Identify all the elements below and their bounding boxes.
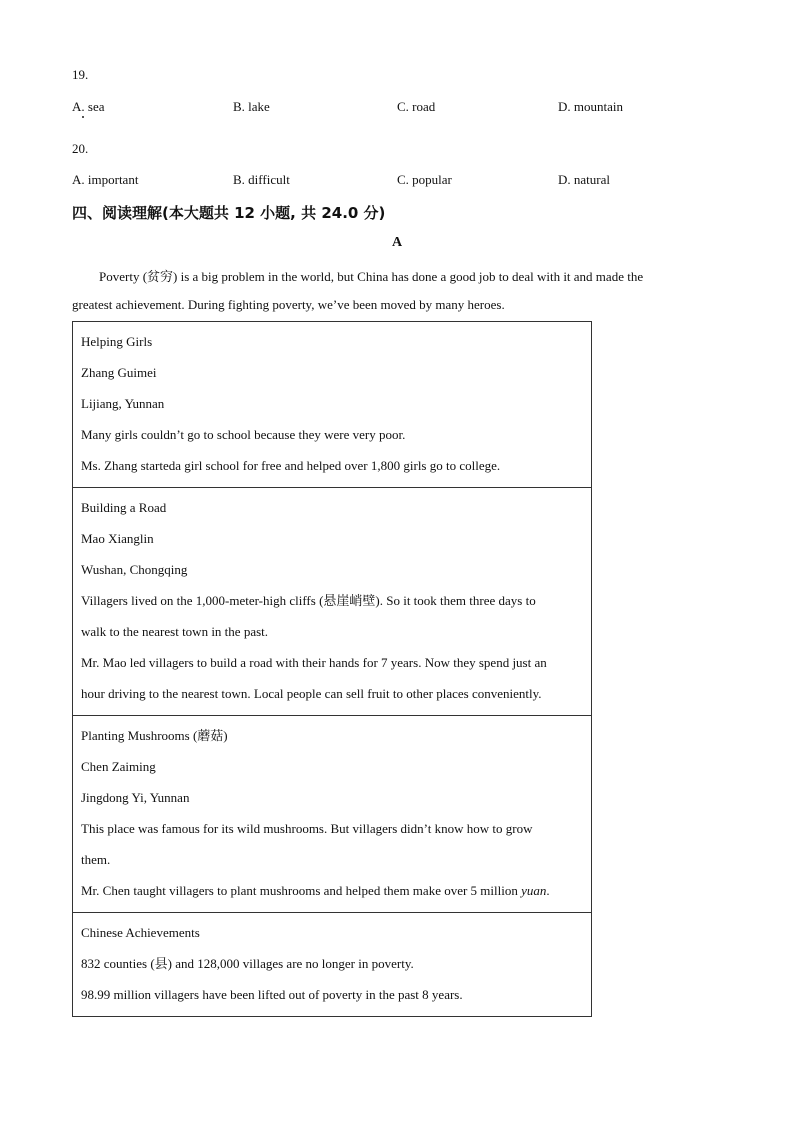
hero-location: Lijiang, Yunnan bbox=[81, 396, 165, 411]
action-text bbox=[81, 875, 583, 906]
passage-label: A bbox=[391, 235, 403, 250]
row-heading: Building a Road bbox=[81, 500, 167, 515]
problem-text: Many girls couldn’t go to school because they were very poor. bbox=[81, 427, 406, 442]
option-a[interactable]: A. sea bbox=[72, 99, 105, 114]
option-c[interactable]: C. road bbox=[397, 99, 436, 114]
action-text: Ms. Zhang starteda girl school for free and helped over 1,800 girls go to college. bbox=[81, 458, 501, 473]
table-cell-achievements bbox=[73, 913, 592, 1017]
action-text: hour driving to the nearest town. Local people can sell fruit to other places conveniently. bbox=[81, 686, 542, 701]
hero-name: Zhang Guimei bbox=[81, 365, 157, 380]
row-heading: Planting Mushrooms (蘑菇) bbox=[81, 728, 228, 743]
table-row bbox=[73, 716, 592, 913]
action-text-main: Mr. Chen taught villagers to plant mushrooms and helped them make over 5 million bbox=[81, 883, 522, 898]
option-c[interactable]: C. popular bbox=[397, 172, 452, 187]
problem-text: walk to the nearest town in the past. bbox=[81, 624, 269, 639]
action-text-end: . bbox=[546, 883, 550, 898]
question-20-number: 20. bbox=[72, 141, 89, 156]
heroes-table bbox=[72, 321, 592, 1017]
problem-text: Villagers lived on the 1,000-meter-high cliffs (悬崖峭壁). So it took them three days to bbox=[81, 593, 536, 608]
hero-location: Jingdong Yi, Yunnan bbox=[81, 790, 190, 805]
problem-text: them. bbox=[81, 852, 111, 867]
table-row bbox=[73, 488, 592, 716]
problem-text: This place was famous for its wild mushrooms. But villagers didn’t know how to grow bbox=[81, 821, 533, 836]
currency-word: yuan bbox=[521, 883, 547, 898]
option-b[interactable]: B. difficult bbox=[233, 172, 290, 187]
achievement-text: 832 counties (县) and 128,000 villages are no longer in poverty. bbox=[81, 956, 414, 971]
achievement-text: 98.99 million villagers have been lifted out of poverty in the past 8 years. bbox=[81, 987, 463, 1002]
table-cell-helping-girls bbox=[73, 322, 592, 488]
hero-location: Wushan, Chongqing bbox=[81, 562, 188, 577]
question-19-options bbox=[0, 99, 794, 117]
table-row bbox=[73, 913, 592, 1017]
stray-mark bbox=[82, 116, 84, 118]
option-a[interactable]: A. important bbox=[72, 172, 139, 187]
table-cell-planting-mushrooms bbox=[73, 716, 592, 913]
action-text: Mr. Mao led villagers to build a road with their hands for 7 years. Now they spend just an bbox=[81, 655, 547, 670]
table-cell-building-road bbox=[73, 488, 592, 716]
hero-name: Chen Zaiming bbox=[81, 759, 156, 774]
table-row bbox=[73, 322, 592, 488]
intro-line-1: Poverty (贫穷) is a big problem in the world, but China has done a good job to deal with it and made the bbox=[99, 269, 644, 284]
hero-name: Mao Xianglin bbox=[81, 531, 154, 546]
option-b[interactable]: B. lake bbox=[233, 99, 270, 114]
question-19-number: 19. bbox=[72, 67, 89, 82]
question-20-options bbox=[0, 172, 794, 190]
row-heading: Helping Girls bbox=[81, 334, 153, 349]
option-d[interactable]: D. mountain bbox=[558, 99, 623, 114]
intro-line-2: greatest achievement. During fighting poverty, we’ve been moved by many heroes. bbox=[72, 297, 505, 312]
option-d[interactable]: D. natural bbox=[558, 172, 610, 187]
row-heading: Chinese Achievements bbox=[81, 925, 200, 940]
section-title: 四、阅读理解(本大题共 12 小题, 共 24.0 分) bbox=[72, 204, 386, 222]
